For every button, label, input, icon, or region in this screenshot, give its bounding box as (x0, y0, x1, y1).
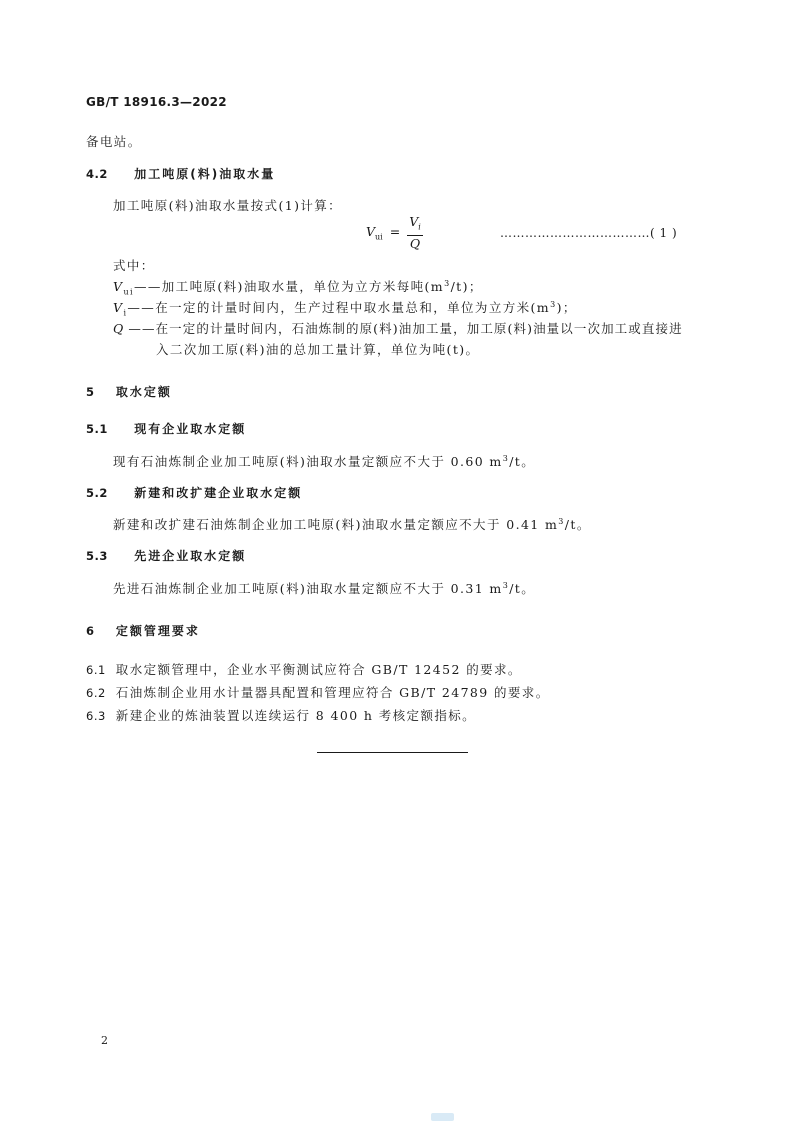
formula-intro: 加工吨原(料)油取水量按式(1)计算： (113, 198, 343, 213)
def-symbol: V (113, 300, 124, 315)
section-number: 4.2 (86, 167, 108, 181)
def-symbol: V (113, 279, 124, 294)
section-5-3-heading (86, 547, 246, 564)
clause-6-3 (86, 706, 476, 724)
clause-number: 6.1 (86, 663, 106, 677)
section-5-3-text (113, 579, 535, 597)
section-title: 现有企业取水定额 (134, 422, 247, 436)
paragraph-tail: /t。 (564, 517, 591, 532)
paragraph-tail: /t。 (509, 581, 536, 596)
equation-number: ( 1 ) (650, 226, 678, 240)
unit-sup: 3 (558, 516, 565, 526)
clause-text: 取水定额管理中，企业水平衡测试应符合 GB/T 12452 的要求。 (115, 662, 522, 677)
def-text: 在一定的计量时间内，石油炼制的原(料)油加工量，加工原(料)油量以一次加工或直接进 (155, 321, 683, 336)
section-5-heading (86, 383, 172, 400)
section-number: 5 (86, 385, 95, 399)
section-6-heading (86, 622, 200, 639)
def-tail: )； (556, 300, 577, 315)
formula-lhs-sub: ui (375, 232, 383, 242)
formula-fraction (407, 214, 423, 251)
section-number: 5.1 (86, 422, 108, 436)
def-symbol-sub: i (123, 308, 128, 318)
numerator-sub: i (418, 222, 421, 232)
def-sup: 3 (444, 278, 451, 288)
section-4-2-heading (86, 165, 275, 182)
section-5-1-heading (86, 420, 246, 437)
formula-lhs: V (366, 223, 376, 239)
formula-leader (500, 226, 677, 240)
clause-number: 6.3 (86, 709, 106, 723)
fraction-denominator: Q (409, 235, 421, 251)
clause-6-2 (86, 683, 550, 701)
section-number: 6 (86, 624, 95, 638)
section-title: 先进企业取水定额 (134, 549, 247, 563)
def-dash: —— (133, 279, 162, 294)
section-title: 定额管理要求 (115, 624, 200, 638)
section-number: 5.2 (86, 486, 108, 500)
def-symbol-sub: ui (123, 287, 134, 297)
def-dash: —— (128, 321, 156, 336)
end-rule (317, 752, 468, 753)
def-sup: 3 (550, 299, 557, 309)
leader-dots: ……………………………… (500, 226, 650, 240)
paragraph-text: 先进石油炼制企业加工吨原(料)油取水量定额应不大于 0.31 m (113, 581, 503, 596)
def-symbol: Q (113, 321, 125, 336)
section-5-1-text (113, 452, 535, 470)
section-title: 新建和改扩建企业取水定额 (134, 486, 303, 500)
section-number: 5.3 (86, 549, 108, 563)
definition-q-continued: 入二次加工原(料)油的总加工量计算，单位为吨(t)。 (156, 342, 480, 357)
fraction-numerator: V (409, 214, 419, 229)
formula (366, 214, 423, 251)
where-label: 式中： (113, 258, 155, 273)
section-title: 取水定额 (115, 385, 172, 399)
paragraph-tail: /t。 (509, 454, 536, 469)
section-5-2-heading (86, 484, 302, 501)
standard-number: GB/T 18916.3—2022 (86, 95, 227, 109)
paragraph-text: 现有石油炼制企业加工吨原(料)油取水量定额应不大于 0.60 m (113, 454, 503, 469)
definition-vui (113, 277, 483, 297)
section-title: 加工吨原(料)油取水量 (134, 167, 276, 181)
clause-text: 石油炼制企业用水计量器具配置和管理应符合 GB/T 24789 的要求。 (115, 685, 550, 700)
clause-number: 6.2 (86, 686, 106, 700)
formula-equals: = (389, 223, 401, 239)
page-number: 2 (101, 1034, 108, 1047)
clause-6-1 (86, 660, 522, 678)
section-5-2-text (113, 515, 591, 533)
definition-vi (113, 298, 577, 318)
def-dash: —— (127, 300, 156, 315)
def-tail: /t)； (450, 279, 483, 294)
paragraph-text: 新建和改扩建石油炼制企业加工吨原(料)油取水量定额应不大于 0.41 m (113, 517, 559, 532)
clause-text: 新建企业的炼油装置以连续运行 8 400 h 考核定额指标。 (115, 708, 477, 723)
unit-sup: 3 (502, 453, 510, 463)
watermark-mark (431, 1113, 454, 1121)
definition-q (113, 319, 683, 337)
continuation-text: 备电站。 (86, 134, 142, 149)
def-text: 在一定的计量时间内，生产过程中取水量总和，单位为立方米(m (155, 300, 551, 315)
unit-sup: 3 (502, 580, 510, 590)
def-text: 加工吨原(料)油取水量，单位为立方米每吨(m (161, 279, 445, 294)
